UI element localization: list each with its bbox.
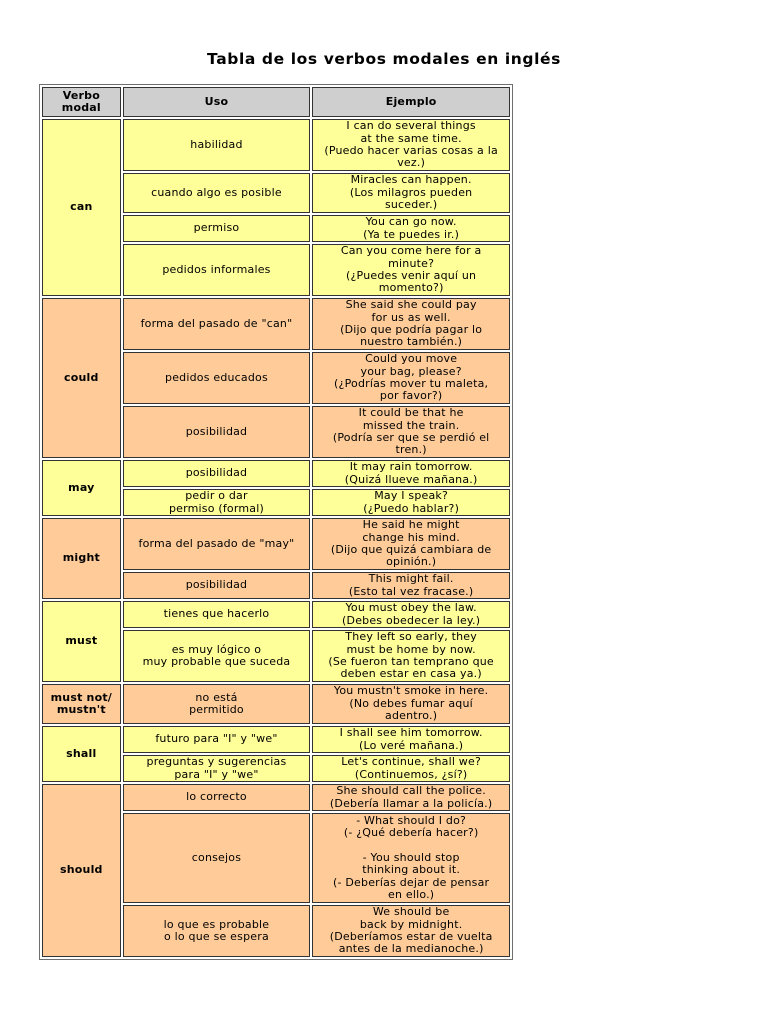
use-cell: forma del pasado de "can" <box>123 298 311 350</box>
use-cell: tienes que hacerlo <box>123 601 311 628</box>
example-cell: She said she could pay for us as well. (Dijo que podría pagar lo nuestro también.) <box>312 298 510 350</box>
use-cell: cuando algo es posible <box>123 173 311 213</box>
use-cell: habilidad <box>123 119 311 171</box>
table-row <box>42 460 510 487</box>
example-cell: Let's continue, shall we? (Continuemos, ¿sí?) <box>312 755 510 782</box>
page-title: Tabla de los verbos modales en inglés <box>207 50 561 68</box>
verb-cell: could <box>42 298 121 458</box>
use-cell: permiso <box>123 215 311 242</box>
example-cell: It may rain tomorrow. (Quizá llueve mañana.) <box>312 460 510 487</box>
example-cell: She should call the police. (Debería llamar a la policía.) <box>312 784 510 811</box>
example-cell: He said he might change his mind. (Dijo que quizá cambiara de opinión.) <box>312 518 510 570</box>
table-row <box>42 684 510 724</box>
verb-cell: must <box>42 601 121 682</box>
verb-cell: should <box>42 784 121 957</box>
example-cell: Could you move your bag, please? (¿Podrías mover tu maleta, por favor?) <box>312 352 510 404</box>
verb-cell: might <box>42 518 121 599</box>
use-cell: posibilidad <box>123 460 311 487</box>
use-cell: pedir o dar permiso (formal) <box>123 489 311 516</box>
table-row <box>42 726 510 753</box>
column-header-verb: Verbo modal <box>42 87 121 117</box>
example-cell: We should be back by midnight. (Deberíamos estar de vuelta antes de la medianoche.) <box>312 905 510 957</box>
use-cell: lo correcto <box>123 784 311 811</box>
example-cell: Miracles can happen. (Los milagros pueden suceder.) <box>312 173 510 213</box>
example-cell: It could be that he missed the train. (Podría ser que se perdió el tren.) <box>312 406 510 458</box>
use-cell: consejos <box>123 813 311 903</box>
use-cell: posibilidad <box>123 406 311 458</box>
verb-cell: shall <box>42 726 121 782</box>
table-row <box>42 518 510 570</box>
example-cell: You mustn't smoke in here. (No debes fumar aquí adentro.) <box>312 684 510 724</box>
table-body <box>42 119 510 957</box>
use-cell: posibilidad <box>123 572 311 599</box>
use-cell: futuro para "I" y "we" <box>123 726 311 753</box>
table-header-row <box>42 87 510 117</box>
table-row <box>42 298 510 350</box>
use-cell: preguntas y sugerencias para "I" y "we" <box>123 755 311 782</box>
table-row <box>42 601 510 628</box>
verb-cell: must not/ mustn't <box>42 684 121 724</box>
example-cell: May I speak? (¿Puedo hablar?) <box>312 489 510 516</box>
column-header-use: Uso <box>123 87 311 117</box>
use-cell: es muy lógico o muy probable que suceda <box>123 630 311 682</box>
verb-cell: may <box>42 460 121 516</box>
table-row <box>42 119 510 171</box>
example-cell: Can you come here for a minute? (¿Puedes venir aquí un momento?) <box>312 244 510 296</box>
example-cell: You must obey the law. (Debes obedecer la ley.) <box>312 601 510 628</box>
column-header-example: Ejemplo <box>312 87 510 117</box>
example-cell: You can go now. (Ya te puedes ir.) <box>312 215 510 242</box>
use-cell: lo que es probable o lo que se espera <box>123 905 311 957</box>
use-cell: forma del pasado de "may" <box>123 518 311 570</box>
example-cell: - What should I do? (- ¿Qué debería hacer?) - You should stop thinking about it. (- Deberías dejar de pensar en ello.) <box>312 813 510 903</box>
verb-cell: can <box>42 119 121 296</box>
example-cell: I can do several things at the same time. (Puedo hacer varias cosas a la vez.) <box>312 119 510 171</box>
example-cell: They left so early, they must be home by now. (Se fueron tan temprano que deben estar en casa ya.) <box>312 630 510 682</box>
example-cell: This might fail. (Esto tal vez fracase.) <box>312 572 510 599</box>
example-cell: I shall see him tomorrow. (Lo veré mañana.) <box>312 726 510 753</box>
modal-verbs-table <box>39 84 513 960</box>
table-row <box>42 784 510 811</box>
use-cell: no está permitido <box>123 684 311 724</box>
use-cell: pedidos informales <box>123 244 311 296</box>
use-cell: pedidos educados <box>123 352 311 404</box>
